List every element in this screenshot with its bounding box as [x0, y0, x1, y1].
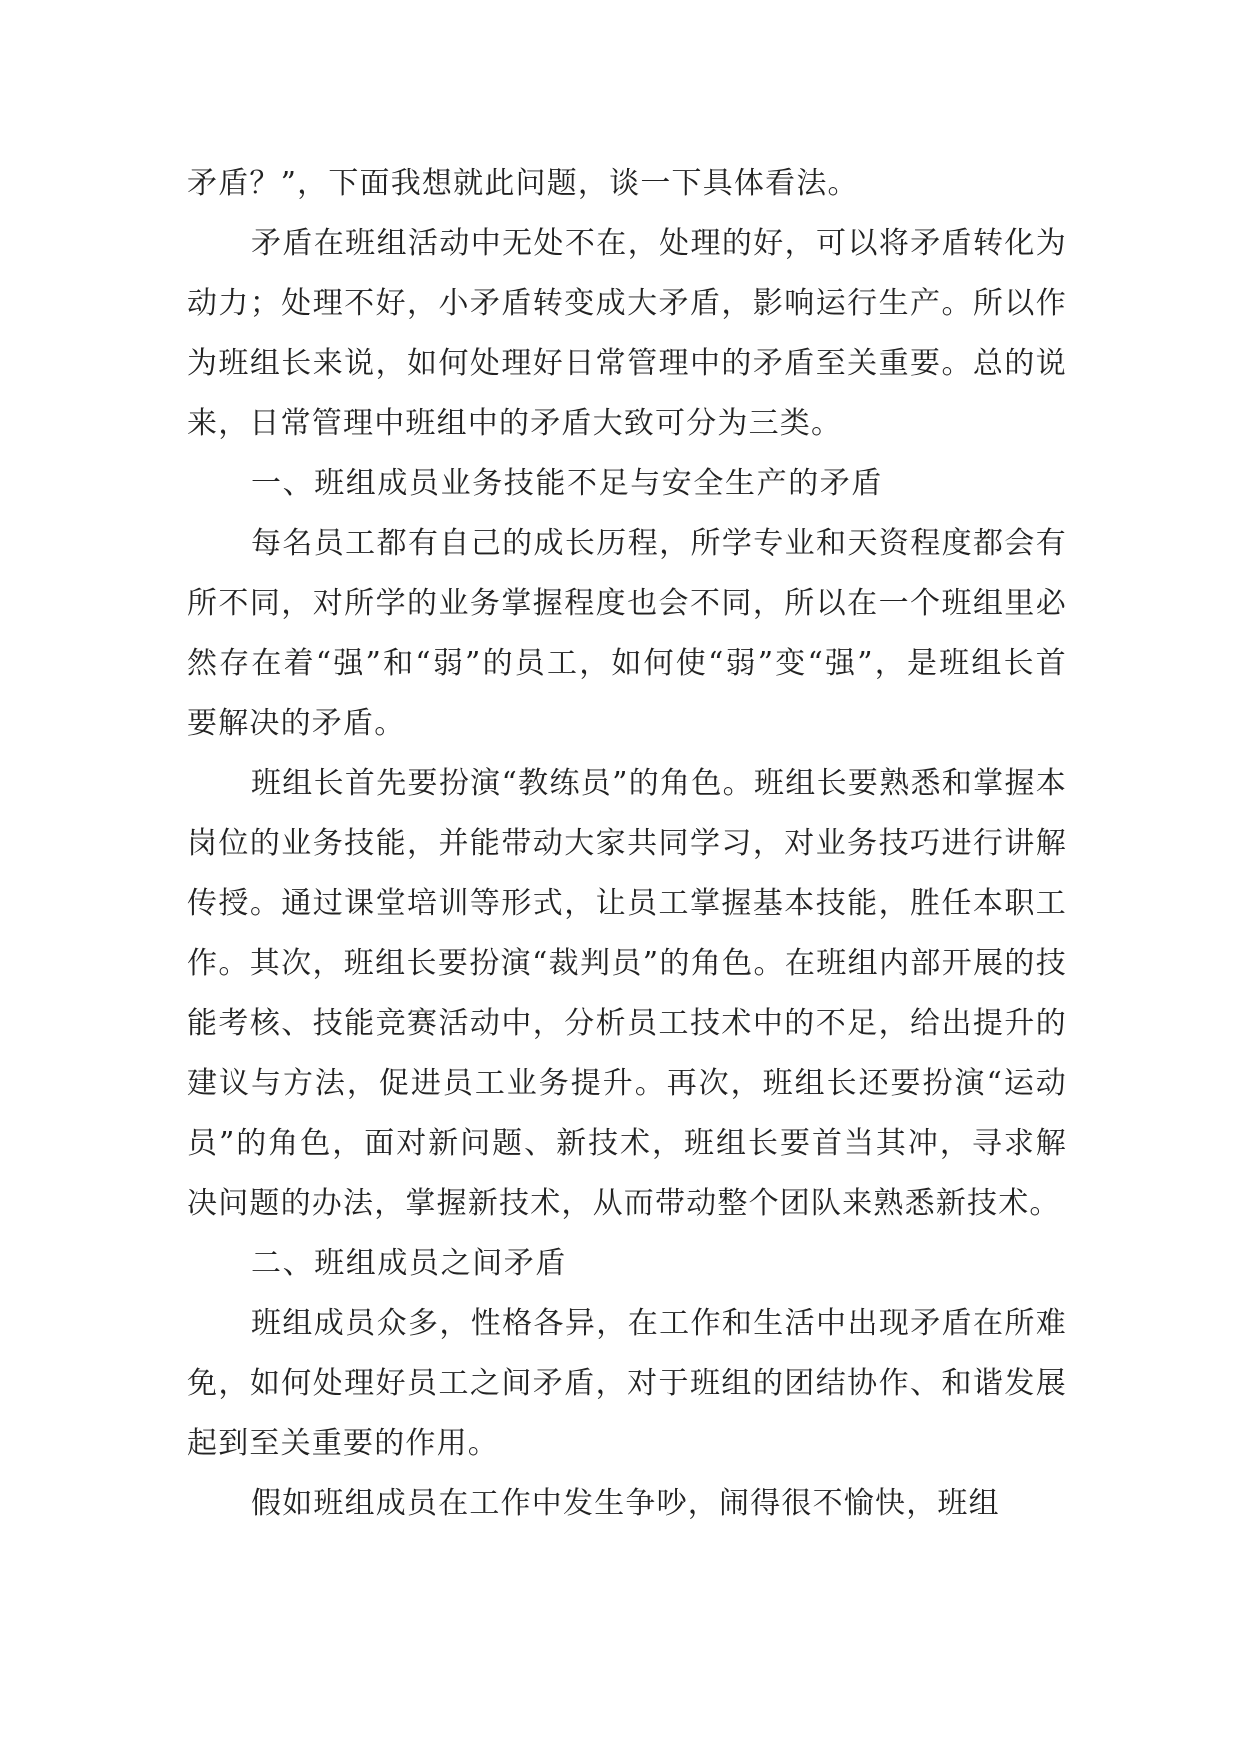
paragraph-member-conflict: 班组成员众多，性格各异，在工作和生活中出现矛盾在所难免，如何处理好员工之间矛盾，对于班组的团结协作、和谐发展起到至关重要的作用。 [187, 1306, 1067, 1461]
paragraph-skill-gap: 每名员工都有自己的成长历程，所学专业和天资程度都会有所不同，对所学的业务掌握程度也会不同，所以在一个班组里必然存在着“强”和“弱”的员工，如何使“弱”变“强”，是班组长首要解决的矛盾。 [187, 526, 1067, 741]
paragraph-dispute-example: 假如班组成员在工作中发生争吵，闹得很不愉快，班组 [251, 1486, 1000, 1521]
paragraph-leader-roles: 班组长首先要扮演“教练员”的角色。班组长要熟悉和掌握本岗位的业务技能，并能带动大家共同学习，对业务技巧进行讲解传授。通过课堂培训等形式，让员工掌握基本技能，胜任本职工作。其次，班组长要扮演“裁判员”的角色。在班组内部开展的技能考核、技能竞赛活动中，分析员工技术中的不足，给出提升的建议与方法，促进员工业务提升。再次，班组长还要扮演“运动员”的角色，面对新问题、新技术，班组长要首当其冲，寻求解决问题的办法，掌握新技术，从而带动整个团队来熟悉新技术。 [187, 766, 1067, 1221]
section-heading-1: 一、班组成员业务技能不足与安全生产的矛盾 [251, 466, 883, 501]
paragraph-intro: 矛盾在班组活动中无处不在，处理的好，可以将矛盾转化为动力；处理不好，小矛盾转变成大矛盾，影响运行生产。所以作为班组长来说，如何处理好日常管理中的矛盾至关重要。总的说来，日常管理中班组中的矛盾大致可分为三类。 [187, 226, 1067, 441]
document-body [187, 154, 1067, 1534]
section-heading-2: 二、班组成员之间矛盾 [251, 1246, 567, 1281]
paragraph-continuation: 矛盾？”，下面我想就此问题，谈一下具体看法。 [187, 166, 859, 201]
